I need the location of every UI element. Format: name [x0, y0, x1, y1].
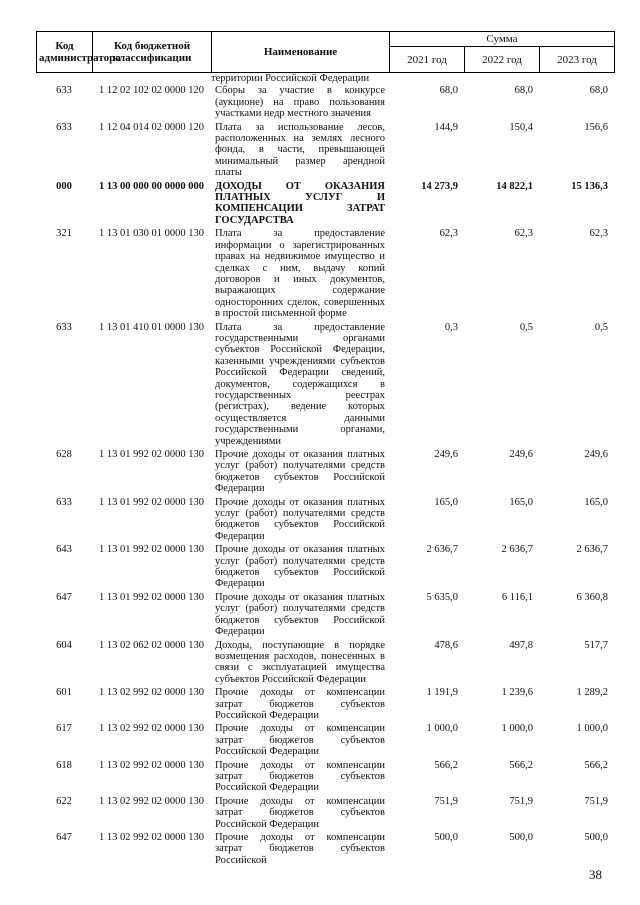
cell-2021: 165,0 — [434, 496, 458, 508]
table-row — [36, 544, 614, 590]
cell-2023: 156,6 — [584, 121, 608, 133]
cell-2022: 1 239,6 — [501, 687, 533, 699]
continuation-text: территории Российской Федерации — [211, 73, 370, 84]
cell-budget-code: 1 12 04 014 02 0000 120 — [99, 121, 204, 133]
cell-2023: 2 636,7 — [576, 544, 608, 556]
cell-2022: 2 636,7 — [501, 544, 533, 556]
table-row — [36, 592, 614, 638]
table-row — [36, 832, 614, 866]
cell-2023: 500,0 — [584, 832, 608, 843]
header-admin-code: Код администратора — [37, 32, 93, 73]
cell-budget-code: 1 13 01 992 02 0000 130 — [99, 496, 204, 508]
cell-admin-code: 617 — [56, 723, 72, 735]
cell-name: Плата за предоставление информации о зарегистрированных правах на недвижимое имущество и сделках с ним, выдачу копий договоров и иных документов, выражающих содержание односторонних сделок, совершенных в простой письменной форме — [215, 228, 385, 320]
header-year-2022: 2022 год — [465, 47, 540, 73]
cell-2022: 150,4 — [509, 121, 533, 133]
cell-name: Прочие доходы от компенсации затрат бюджетов субъектов Российской Федерации — [215, 723, 385, 758]
table-row — [36, 449, 614, 495]
table-header — [36, 31, 615, 73]
cell-2022: 566,2 — [509, 759, 533, 771]
cell-2021: 249,6 — [434, 449, 458, 460]
cell-2023: 15 136,3 — [571, 180, 608, 192]
cell-2022: 165,0 — [509, 496, 533, 508]
cell-2021: 566,2 — [434, 759, 458, 771]
cell-name: Доходы, поступающие в порядке возмещения расходов, понесенных в связи с эксплуатацией имущества субъектов Российской Федерации — [215, 639, 385, 685]
cell-2023: 0,5 — [594, 321, 608, 333]
cell-budget-code: 1 13 02 992 02 0000 130 — [99, 759, 204, 771]
table-row — [36, 760, 614, 794]
cell-budget-code: 1 13 01 992 02 0000 130 — [99, 544, 204, 556]
cell-budget-code: 1 13 02 992 02 0000 130 — [99, 687, 204, 699]
header-sum: Сумма — [390, 32, 615, 47]
table-row — [36, 85, 614, 119]
cell-2021: 1 000,0 — [426, 723, 458, 735]
cell-2021: 478,6 — [434, 639, 458, 651]
cell-2023: 566,2 — [584, 759, 608, 771]
cell-admin-code: 622 — [56, 795, 72, 807]
cell-name: Сборы за участие в конкурсе (аукционе) на право пользования участками недр местного значения — [215, 85, 385, 120]
table-row — [36, 640, 614, 686]
cell-budget-code: 1 13 01 030 01 0000 130 — [99, 228, 204, 240]
cell-admin-code: 647 — [56, 832, 72, 843]
cell-2023: 165,0 — [584, 496, 608, 508]
cell-budget-code: 1 13 02 992 02 0000 130 — [99, 795, 204, 807]
cell-2023: 249,6 — [584, 449, 608, 460]
cell-2021: 5 635,0 — [426, 591, 458, 603]
cell-2022: 68,0 — [514, 85, 533, 97]
cell-2023: 517,7 — [584, 639, 608, 651]
cell-admin-code: 604 — [56, 639, 72, 651]
cell-name: Прочие доходы от компенсации затрат бюджетов субъектов Российской Федерации — [215, 759, 385, 794]
cell-name: Прочие доходы от компенсации затрат бюджетов субъектов Российской — [215, 832, 385, 866]
cell-2021: 14 273,9 — [421, 180, 458, 192]
cell-admin-code: 601 — [56, 687, 72, 699]
header-year-2023: 2023 год — [540, 47, 615, 73]
cell-2021: 751,9 — [434, 795, 458, 807]
cell-name: Прочие доходы от оказания платных услуг (работ) получателями средств бюджетов субъектов Российской Федерации — [215, 544, 385, 590]
cell-admin-code: 628 — [56, 449, 72, 460]
cell-budget-code: 1 13 01 992 02 0000 130 — [99, 449, 204, 460]
header-name: Наименование — [212, 32, 390, 73]
cell-budget-code: 1 13 02 062 02 0000 130 — [99, 639, 204, 651]
cell-admin-code: 618 — [56, 759, 72, 771]
cell-2022: 62,3 — [514, 228, 533, 240]
cell-name: Прочие доходы от компенсации затрат бюджетов субъектов Российской Федерации — [215, 795, 385, 830]
cell-name: Плата за использование лесов, расположенных на землях лесного фонда, в части, превышающей минимальный размер арендной платы — [215, 121, 385, 179]
cell-2023: 1 289,2 — [576, 687, 608, 699]
cell-name: Прочие доходы от компенсации затрат бюджетов субъектов Российской Федерации — [215, 687, 385, 721]
cell-budget-code: 1 13 01 410 01 0000 130 — [99, 321, 204, 333]
cell-name: Прочие доходы от оказания платных услуг (работ) получателями средств бюджетов субъектов Российской Федерации — [215, 449, 385, 495]
table-row — [36, 687, 614, 721]
cell-2022: 751,9 — [509, 795, 533, 807]
page-number: 38 — [589, 867, 602, 882]
cell-name: Прочие доходы от оказания платных услуг (работ) получателями средств бюджетов субъектов Российской Федерации — [215, 496, 385, 542]
cell-admin-code: 633 — [56, 321, 72, 333]
header-budget-class: Код бюджетной классификации — [93, 32, 212, 73]
cell-budget-code: 1 13 01 992 02 0000 130 — [99, 591, 204, 603]
table-row — [36, 228, 614, 319]
cell-2022: 0,5 — [519, 321, 533, 333]
cell-2021: 144,9 — [434, 121, 458, 133]
cell-2021: 62,3 — [439, 228, 458, 240]
cell-2021: 500,0 — [434, 832, 458, 843]
cell-2023: 62,3 — [589, 228, 608, 240]
header-year-2021: 2021 год — [390, 47, 465, 73]
cell-2023: 751,9 — [584, 795, 608, 807]
cell-2022: 500,0 — [509, 832, 533, 843]
table-row — [36, 723, 614, 757]
cell-admin-code: 643 — [56, 544, 72, 556]
cell-2022: 1 000,0 — [501, 723, 533, 735]
cell-2021: 1 191,9 — [426, 687, 458, 699]
cell-budget-code: 1 13 02 992 02 0000 130 — [99, 723, 204, 735]
cell-name: ДОХОДЫ ОТ ОКАЗАНИЯ ПЛАТНЫХ УСЛУГ И КОМПЕНСАЦИИ ЗАТРАТ ГОСУДАРСТВА — [215, 180, 385, 226]
cell-name: Плата за предоставление государственными органами субъектов Российской Федерации, казенными учреждениями субъектов Российской Федерации сведений, документов, содержащихся в государственных реестрах (регистрах), ведение которых осуществляется данными государственными органами, учреждениями — [215, 321, 385, 447]
cell-2021: 68,0 — [439, 85, 458, 97]
table-row — [36, 122, 614, 179]
cell-2022: 249,6 — [509, 449, 533, 460]
cell-admin-code: 633 — [56, 85, 72, 97]
cell-budget-code: 1 12 02 102 02 0000 120 — [99, 85, 204, 97]
cell-admin-code: 000 — [56, 180, 72, 192]
cell-admin-code: 633 — [56, 496, 72, 508]
cell-2023: 1 000,0 — [576, 723, 608, 735]
cell-2022: 6 116,1 — [501, 591, 533, 603]
table-row — [36, 181, 614, 227]
cell-2023: 6 360,8 — [576, 591, 608, 603]
cell-admin-code: 321 — [56, 228, 72, 240]
cell-2021: 0,3 — [444, 321, 458, 333]
cell-2022: 497,8 — [509, 639, 533, 651]
cell-budget-code: 1 13 00 000 00 0000 000 — [99, 180, 204, 192]
cell-budget-code: 1 13 02 992 02 0000 130 — [99, 832, 204, 843]
cell-name: Прочие доходы от оказания платных услуг (работ) получателями средств бюджетов субъектов Российской Федерации — [215, 591, 385, 638]
cell-2023: 68,0 — [589, 85, 608, 97]
table-body — [36, 73, 614, 866]
cell-admin-code: 647 — [56, 591, 72, 603]
table-row — [36, 497, 614, 543]
table-row — [36, 796, 614, 830]
table-row — [36, 322, 614, 447]
budget-table — [36, 31, 614, 868]
cell-2022: 14 822,1 — [496, 180, 533, 192]
cell-2021: 2 636,7 — [426, 544, 458, 556]
cell-admin-code: 633 — [56, 121, 72, 133]
